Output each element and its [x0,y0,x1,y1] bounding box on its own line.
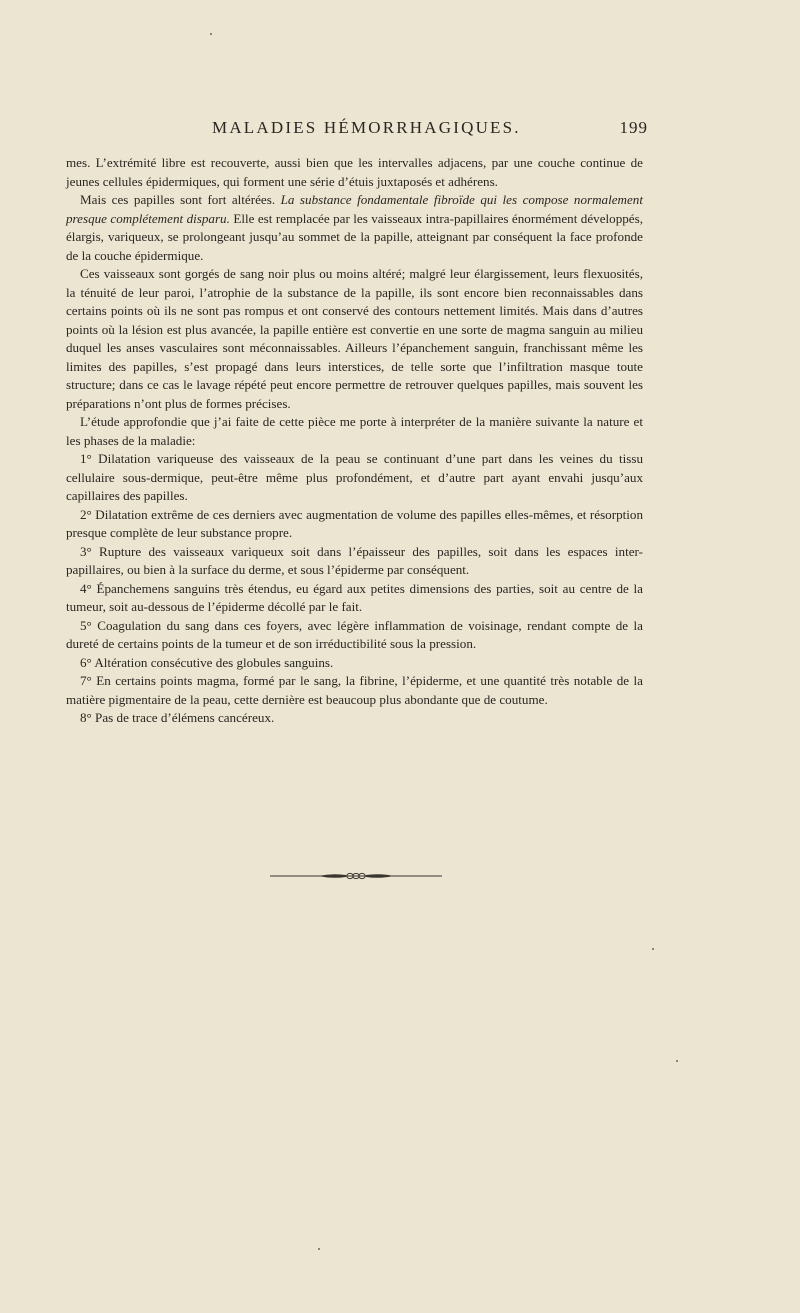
paragraph-continuation: mes. L’extrémité libre est recouverte, aussi bien que les intervalles adjacens, par une couche continue de jeunes cellules épidermiques, qui forment une série d’étuis juxtaposés et adhérens. [66,155,643,189]
paragraph-papilles-italic: La substance fondamentale fibroïde qui les compose normalement presque complétement disparu. [66,192,643,226]
paper-speck [652,948,654,950]
list-item: 2° Dilatation extrême de ces derniers avec augmentation de volume des papilles elles-mêmes, et résorption presque complète de leur substance propre. [66,506,643,540]
paper-speck [318,1248,320,1250]
list-item: 5° Coagulation du sang dans ces foyers, avec légère inflammation de voisinage, rendant compte de la dureté de certains points de la tumeur et de son irréductibilité sous la pression. [66,617,643,651]
paragraph-vaisseaux: Ces vaisseaux sont gorgés de sang noir plus ou moins altéré; malgré leur élargissement, leurs flexuosités, la ténuité de leur paroi, l’atrophie de la substance de la papille, ils sont encore bien reconnaissables dans certains points où ils ne sont pas rompus et ont conservé des contours nettement limités. Mais dans d’autres points où la lésion est plus avancée, la papille entière est convertie en une sorte de magma sanguin au milieu duquel les anses vasculaires sont méconnaissables. Ailleurs l’épanchement sanguin, franchissant même les limites des papilles, s’est propagé dans leurs interstices, de telle sorte que l’infiltration masque toute structure; dans ce cas le lavage répété peut encore permettre de retrouver quelques papilles, mais souvent les préparations n’ont plus de formes précises. [66,266,643,411]
paragraph-etude: L’étude approfondie que j’ai faite de cette pièce me porte à interpréter de la manière suivante la nature et les phases de la maladie: [66,414,643,448]
page-header [66,118,656,142]
list-item: 8° Pas de trace d’élémens cancéreux. [80,710,275,725]
paper-speck [676,1060,678,1062]
paper-speck [210,33,212,35]
list-item: 6° Altération consécutive des globules sanguins. [80,654,334,670]
body-text [66,154,643,728]
list-item: 3° Rupture des vaisseaux variqueux soit dans l’épaisseur des papilles, soit dans les espaces inter-papillaires, ou bien à la surface du derme, et sous l’épiderme par conséquent. [66,543,643,577]
paragraph-papilles [66,191,643,265]
list-item: 1° Dilatation variqueuse des vaisseaux de la peau se continuant d’une part dans les veines du tissu cellulaire sous-dermique, peut-être même plus profondément, et d’autre part ayant envahi jusqu’aux capillaires des papilles. [66,451,643,503]
end-ornament [270,871,442,881]
page-number: 199 [619,118,648,137]
running-title: MALADIES HÉMORRHAGIQUES. [212,118,521,137]
paragraph-papilles-lead: Mais ces papilles sont fort altérées. [80,192,276,207]
paragraph-papilles-rest: Elle est remplacée par les vaisseaux intra-papillaires énormément développés, élargis, variqueux, se prolongeant jusqu’au sommet de la papille, atteignant par conséquent la face profonde de la couche épidermique. [66,210,643,263]
list-item: 7° En certains points magma, formé par le sang, la fibrine, l’épiderme, et une quantité très notable de la matière pigmentaire de la peau, cette dernière est beaucoup plus abondante que de coutume. [66,673,643,707]
list-item: 4° Épanchemens sanguins très étendus, eu égard aux petites dimensions des parties, soit au centre de la tumeur, soit au-dessous de l’épiderme décollé par le fait. [66,580,643,614]
